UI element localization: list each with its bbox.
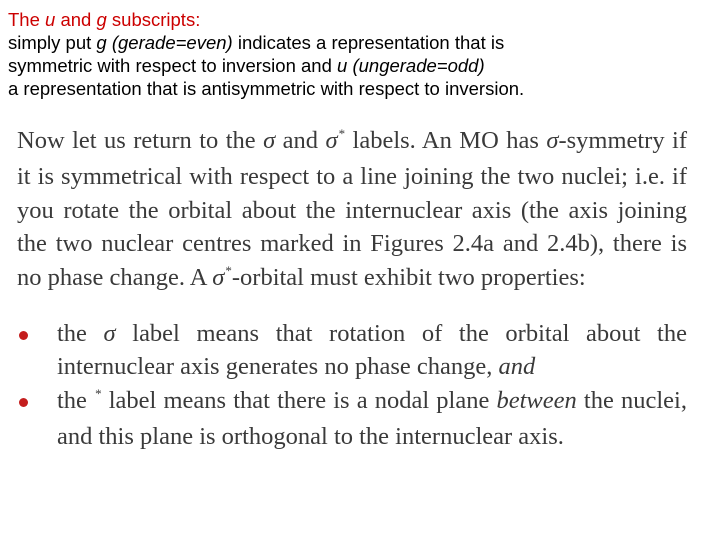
property-list — [17, 317, 687, 454]
header-gerade: (gerade=even) — [111, 32, 233, 53]
title-text: and — [55, 9, 97, 30]
title-u-subscript: u — [45, 9, 56, 30]
sigma-symbol: σ — [212, 263, 225, 291]
sigma-symbol: σ — [325, 127, 338, 154]
header-line-4: a representation that is antisymmetric with respect to inversion. — [8, 78, 525, 99]
header-g: g — [96, 32, 107, 53]
star-superscript: * — [95, 385, 102, 401]
item-text: label means that there is a nodal plane — [101, 386, 497, 414]
item-text: the — [57, 320, 104, 348]
slide-header — [8, 8, 714, 100]
sigma-symbol: σ — [103, 320, 116, 348]
excerpt-paragraph — [17, 124, 687, 297]
list-item — [17, 317, 687, 384]
title-g-subscript: g — [96, 9, 107, 30]
title-text: The — [8, 9, 46, 30]
para-text: -symmetry if it is symmetrical with respect to a line joining the two nuclei; i.e. if you rotate the orbital about the internuclear axis (the axis joining the two nuclear centres marked in Figures 2.4a and 2.4b), there is no phase change. A — [17, 127, 688, 291]
bullet-dot-icon — [19, 398, 28, 407]
star-superscript: * — [225, 262, 232, 278]
header-u: u — [337, 55, 348, 76]
header-ungerade: (ungerade=odd) — [352, 55, 485, 76]
star-superscript: * — [338, 126, 346, 141]
item-emphasis: and — [498, 353, 536, 381]
header-line-3 — [8, 54, 714, 77]
sigma-symbol: σ — [546, 127, 559, 154]
item-text: the nuclei, and this plane is orthogonal to the internuclear axis. — [57, 386, 687, 451]
list-item — [17, 384, 687, 454]
item-text: the — [57, 386, 95, 414]
para-text: labels. An MO has — [345, 127, 547, 154]
header-text: indicates a representation that is — [232, 32, 505, 53]
para-text: -orbital must exhibit two properties: — [231, 263, 586, 291]
title-text: subscripts: — [106, 9, 201, 30]
header-title-line — [8, 8, 714, 31]
item-emphasis: between — [496, 386, 577, 414]
item-text: label means that rotation of the orbital about the internuclear axis generates no phase change, — [57, 320, 687, 381]
bullet-dot-icon — [19, 331, 28, 340]
header-text: symmetric with respect to inversion and — [8, 55, 338, 76]
header-line-2 — [8, 31, 714, 54]
para-text: Now let us return to the — [17, 127, 264, 154]
sigma-symbol: σ — [263, 127, 276, 154]
textbook-excerpt — [17, 124, 687, 454]
header-text: simply put — [8, 32, 97, 53]
para-text: and — [275, 127, 326, 154]
